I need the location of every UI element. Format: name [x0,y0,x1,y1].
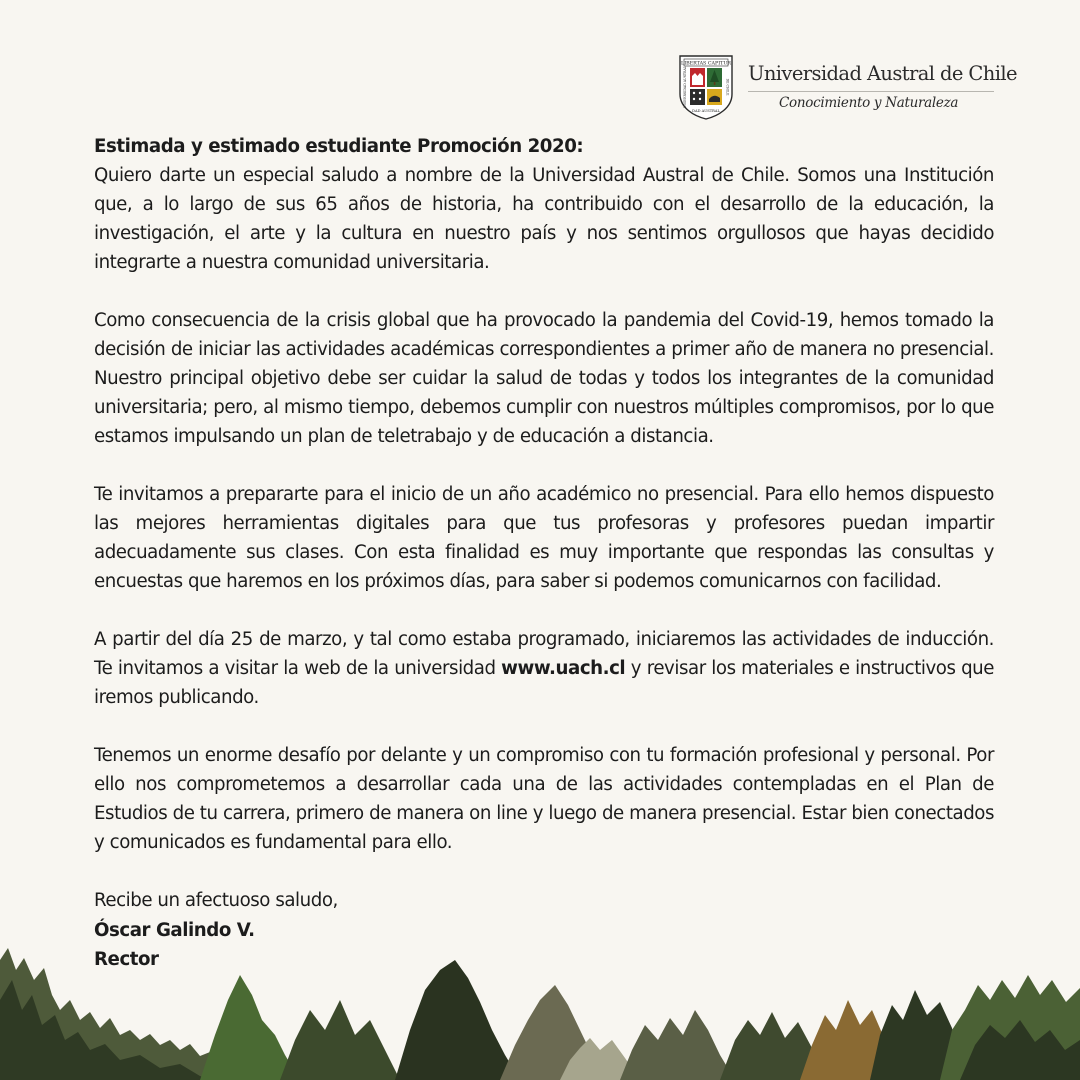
university-crest-icon [678,54,734,120]
brand-block [748,62,1017,111]
crest-motto-top: LIBERTAS CAPITUR [681,61,731,67]
university-tagline: Conocimiento y Naturaleza [779,95,959,111]
forest-treeline-image [0,940,1080,1080]
crest-motto-left: UNIVERSIDAD AUSTRAL [683,66,688,108]
letter-paragraph-2: Como consecuencia de la crisis global que ha provocado la pandemia del Covid-19, hemos tomado la decisión de iniciar las actividades académicas correspondientes a primer año de manera no presencial. Nuestro principal objetivo debe ser cuidar la salud de todas y todos los integrantes de la comunidad universitaria; pero, al mismo tiempo, debemos cumplir con nuestros múltiples compromisos, por lo que estamos impulsando un plan de teletrabajo y de educación a distancia. [94,310,994,447]
signatory-name: Óscar Galindo V. [94,919,255,941]
letter-body [94,132,994,975]
crest-motto-bottom: DAD AUSTRAL [692,109,720,113]
crest-motto-right: DE CHILE [725,78,730,96]
letter-paragraph-3: Te invitamos a prepararte para el inicio de un año académico no presencial. Para ello hemos dispuesto las mejores herramientas digitales para que tus profesoras y profesores puedan impartir adecuadamente sus clases. Con esta finalidad es muy importante que respondas las consultas y encuestas que haremos en los próximos días, para saber si podemos comunicarnos con facilidad. [94,484,994,592]
letter-paragraph-5: Tenemos un enorme desafío por delante y un compromiso con tu formación profesional y personal. Por ello nos comprometemos a desarrollar cada una de las actividades contempladas en el Plan de Estudios de tu carrera, primero de manera on line y luego de manera presencial. Estar bien conectados y comunicados es fundamental para ello. [94,745,994,853]
letter-paragraph-1: Quiero darte un especial saludo a nombre de la Universidad Austral de Chile. Somos una Institución que, a lo largo de sus 65 años de historia, ha contribuido con el desarrollo de la educación, la investigación, el arte y la cultura en nuestro país y nos sentimos orgullosos que hayas decidido integrarte a nuestra comunidad universitaria. [94,165,994,273]
paragraph-4-text-end: y revisar los materiales e instructivos que iremos publicando. [94,658,994,708]
letter-greeting: Estimada y estimado estudiante Promoción 2020: [94,136,584,157]
university-name: Universidad Austral de Chile [748,62,994,92]
university-website-link[interactable]: www.uach.cl [501,658,626,679]
closing-salutation: Recibe un afectuoso saludo, [94,890,338,911]
paragraph-4-text-start: A partir del día 25 de marzo, y tal como estaba programado, iniciaremos las actividades de inducción. Te invitamos a visitar la web de la universidad [94,629,994,679]
university-header [678,54,1017,124]
letter-paragraph-4 [94,625,994,712]
